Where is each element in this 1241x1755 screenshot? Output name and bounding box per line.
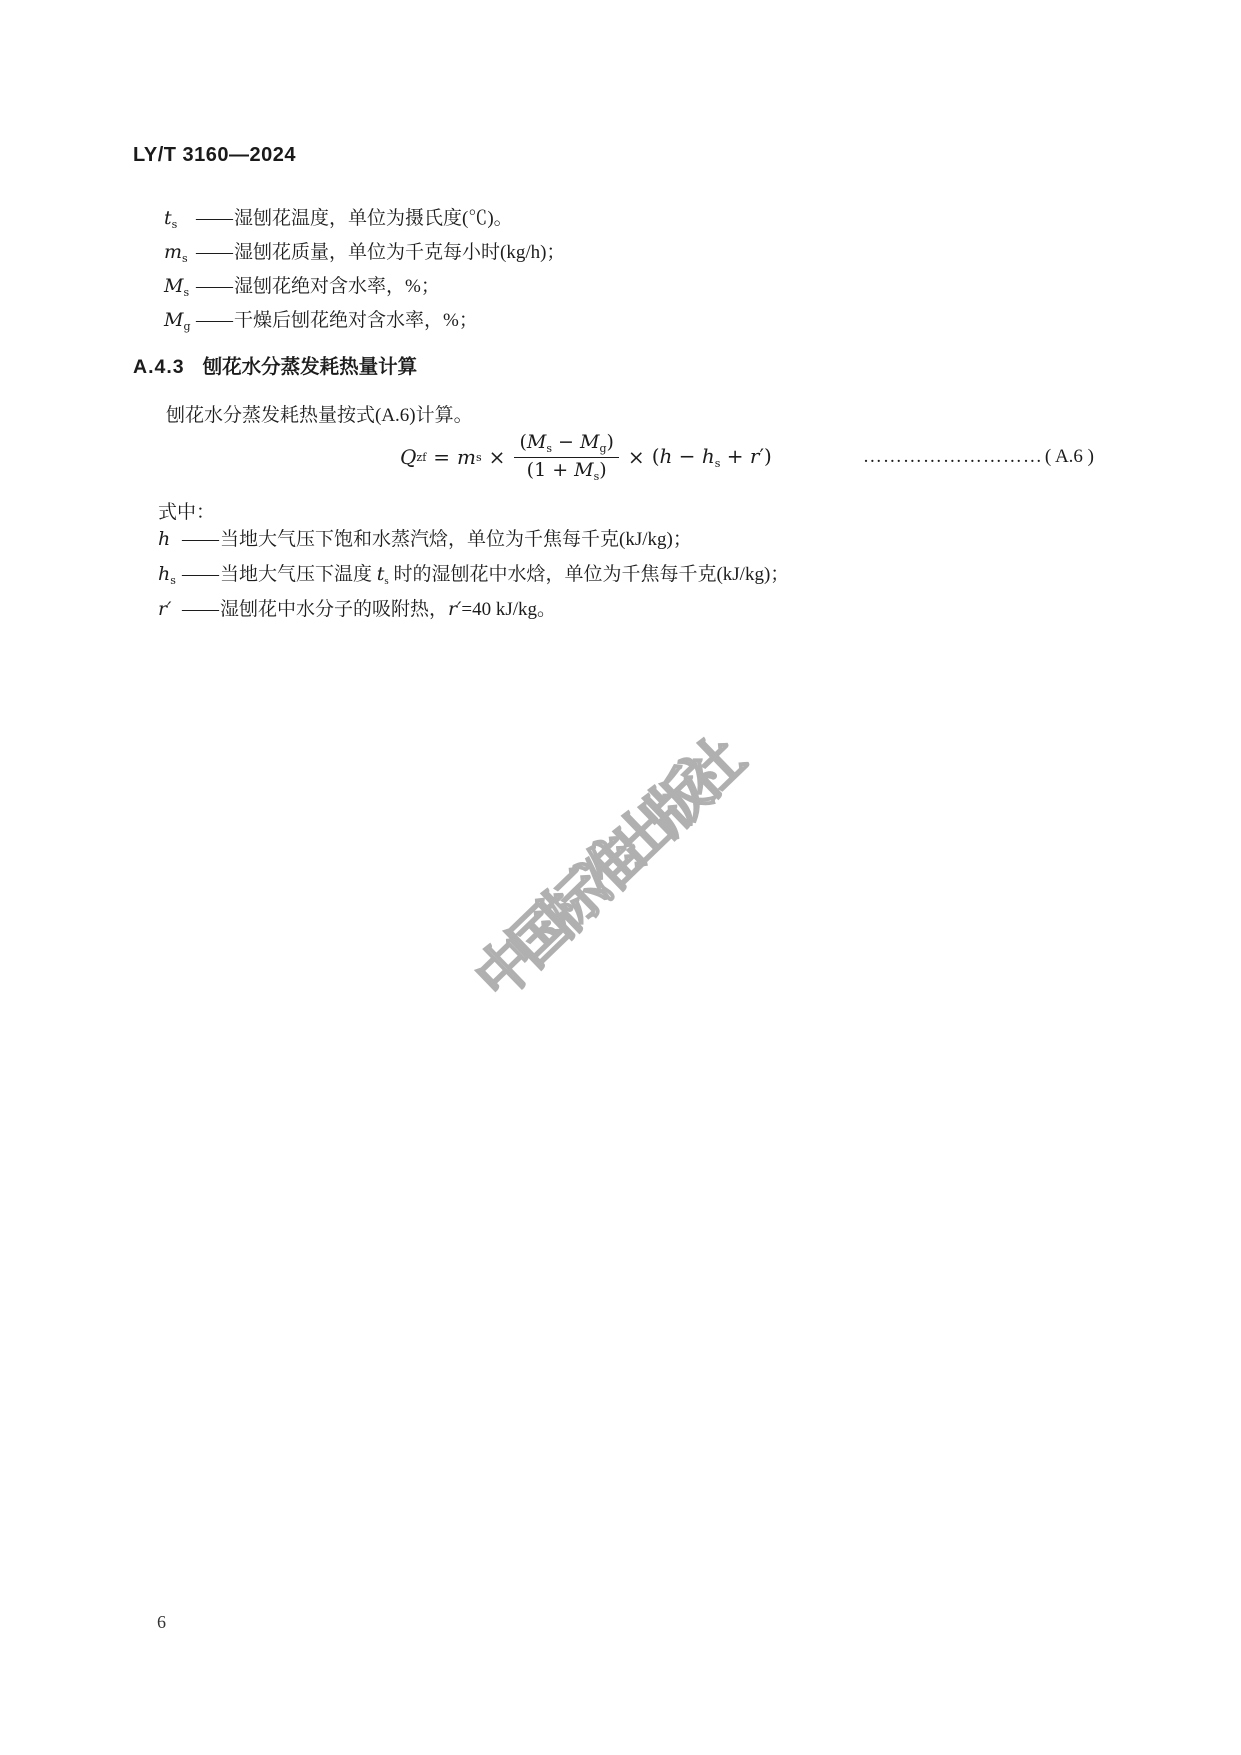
dot-leader: ……………………… <box>862 446 1043 468</box>
where-label: 式中： <box>158 502 216 523</box>
equation-number: ( A.6 ) <box>1044 446 1094 468</box>
definition-text: 湿刨花绝对含水率，%； <box>234 276 440 297</box>
symbol-Mg: $M_g$ <box>164 309 191 333</box>
definition-row <box>164 271 565 305</box>
equation-label <box>863 446 1094 468</box>
equation-a6-row <box>400 431 1094 484</box>
section-number: A.4.3 <box>133 356 185 378</box>
symbol-h: h <box>158 528 171 550</box>
intro-paragraph: 刨花水分蒸发耗热量按式(A.6)计算。 <box>166 405 473 426</box>
eq-equals: = <box>433 445 451 470</box>
standard-number-header: LY/T 3160—2024 <box>133 144 297 166</box>
section-title: 刨花水分蒸发耗热量计算 <box>202 356 418 378</box>
definition-text: 干燥后刨花绝对含水率，%； <box>234 310 478 331</box>
definition-text: 湿刨花质量，单位为千克每小时(kg/h)； <box>234 242 566 263</box>
section-heading <box>133 351 417 379</box>
definition-dash: —— <box>196 208 232 229</box>
definition-row <box>164 237 565 271</box>
definition-text: 当地大气压下温度 $t_s$ 时的湿刨花中水焓，单位为千焦每千克(kJ/kg)； <box>220 563 790 587</box>
definition-dash: —— <box>196 310 232 331</box>
symbol-ts: $t_s$ <box>164 207 178 231</box>
definition-dash: —— <box>182 564 218 585</box>
eq-Q: Q <box>400 445 417 470</box>
definition-row <box>158 594 789 629</box>
definition-row <box>158 524 789 559</box>
definition-text: 湿刨花温度，单位为摄氏度(℃)。 <box>234 208 513 229</box>
symbol-r-prime: r′ <box>158 598 172 620</box>
definition-text: 当地大气压下饱和水蒸汽焓，单位为千焦每千克(kJ/kg)； <box>220 529 692 550</box>
definition-dash: —— <box>182 529 218 550</box>
definition-row <box>164 305 565 339</box>
publisher-watermark: 中国标准出版社 <box>463 731 751 1013</box>
definition-dash: —— <box>182 599 218 620</box>
eq-numerator: $(M_s - M_g)$ <box>514 431 618 458</box>
eq-times2: × <box>627 445 645 470</box>
definition-list-bottom <box>158 524 789 629</box>
definition-row <box>158 559 789 594</box>
definition-text: 湿刨花中水分子的吸附热，r′=40 kJ/kg。 <box>220 598 557 620</box>
definition-list-top <box>164 203 565 339</box>
symbol-hs: $h_s$ <box>158 563 176 587</box>
eq-denominator: $(1 + M_s)$ <box>526 458 607 483</box>
symbol-Ms: $M_s$ <box>164 275 190 299</box>
definition-row <box>164 203 565 237</box>
symbol-ms: $m_s$ <box>164 241 188 265</box>
eq-times1: × <box>488 445 506 470</box>
equation-a6: Q zf = m s × $\frac{(M_s - M_g)}{(1 + M_s)}$ × $(h - h_s + r')$ <box>400 431 772 483</box>
eq-tail: $(h - h_s + r')$ <box>651 444 772 471</box>
definition-dash: —— <box>196 276 232 297</box>
eq-fraction <box>514 431 618 484</box>
eq-m: m <box>457 445 477 470</box>
page-number: 6 <box>157 1612 166 1632</box>
definition-dash: —— <box>196 242 232 263</box>
